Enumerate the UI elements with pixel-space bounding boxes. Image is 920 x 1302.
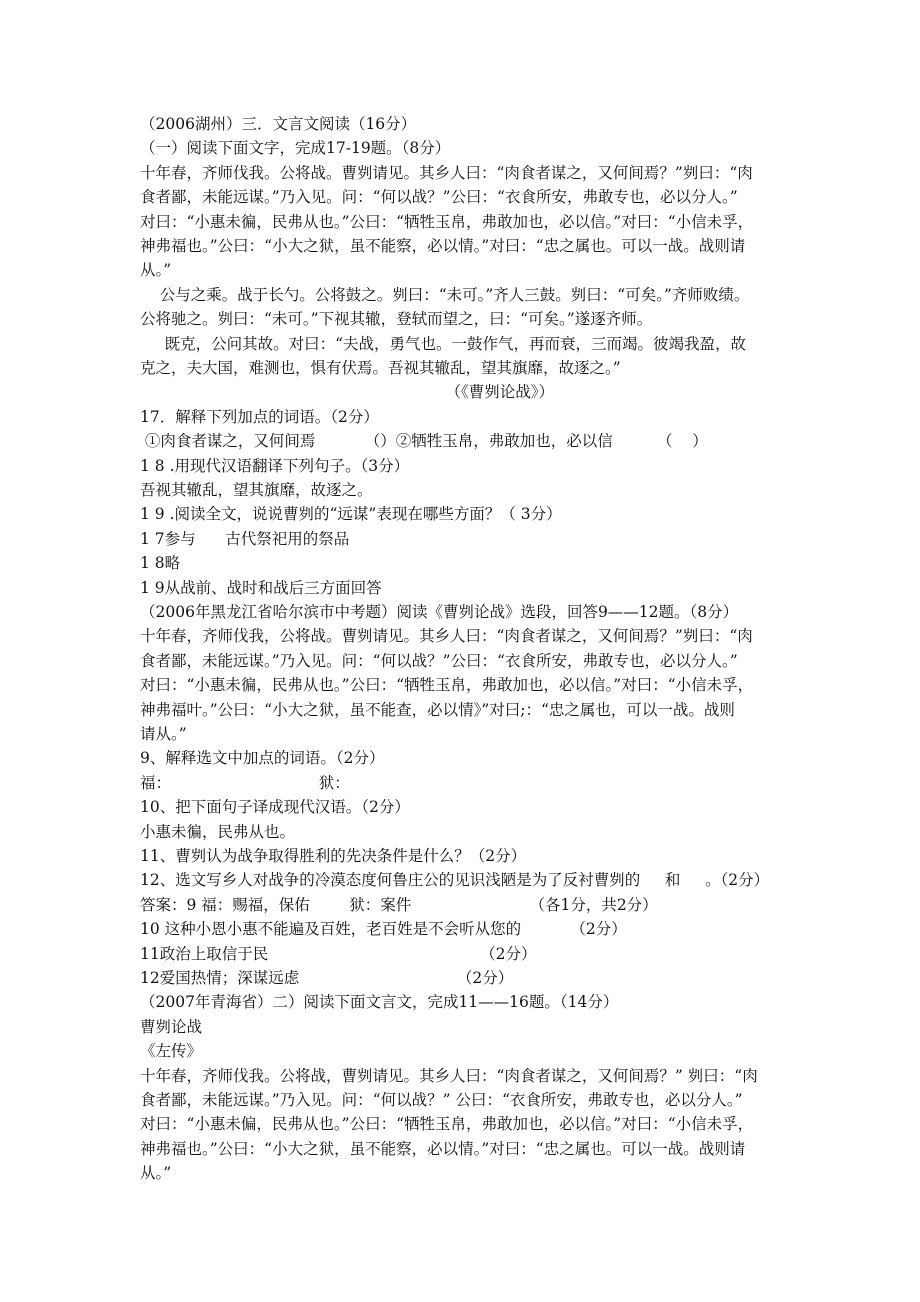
text-line: 1 8略: [140, 554, 181, 573]
text-line: 十年春，齐师伐我，公将战。曹刿请见。其乡人曰：“肉食者谋之，又何间焉？”刿曰：“肉: [140, 627, 753, 646]
text-line: 从。”: [140, 1164, 172, 1183]
text-line: 既克，公问其故。对曰：“夫战，勇气也。一鼓作气，再而衰，三而竭。彼竭我盈，故: [140, 334, 747, 353]
text-line: 对曰：“小惠未徧，民弗从也。”公曰：“牺牲玉帛，弗敢加也，必以信。”对曰：“小信未孚，: [140, 212, 754, 231]
text-line: 对曰：“小惠未徧，民弗从也。”公曰：“牺牲玉帛，弗敢加也，必以信。”对曰：“小信未孚，: [140, 676, 754, 695]
text-line: 12爱国热情；深谋远虑 （2分）: [140, 969, 514, 987]
text-line: 食者鄙，未能远谋。”乃入见。问：“何以战？”公曰：“衣食所安，弗敢专也，必以分人。”: [140, 188, 738, 207]
text-line: 12、选文写乡人对战争的冷漠态度何鲁庄公的见识浅陋是为了反衬曹刿的 和 。（2分）: [140, 871, 770, 890]
text-line: 《左传》: [140, 1042, 203, 1061]
text-line: 9、解释选文中加点的词语。（2分）: [140, 749, 385, 768]
text-line: ①肉食者谋之，又何间焉 （）②牺牲玉帛，弗敢加也，必以信 （ ）: [140, 432, 708, 451]
text-line: （《曹刿论战》）: [140, 383, 554, 402]
text-line: 1 7参与 古代祭祀用的祭品: [140, 529, 350, 548]
text-line: 1 9 .阅读全文，说说曹刿的“远谋”表现在哪些方面？（ 3分）: [140, 505, 562, 524]
text-line: 10 这种小恩小惠不能遍及百姓，老百姓是不会听从您的 （2分）: [140, 920, 627, 939]
text-line: 十年春，齐师伐我。公将战。曹刿请见。其乡人曰：“肉食者谋之，又何间焉？”刿曰：“肉: [140, 163, 753, 182]
text-line: [140, 1186, 900, 1210]
text-line: （2006湖州）三．文言文阅读（16分）: [140, 115, 417, 133]
text-line: 1 8 .用现代汉语翻译下列句子。（3分）: [140, 456, 410, 475]
text-line: （一）阅读下面文字，完成17-19题。（8分）: [140, 139, 451, 158]
text-line: 11、曹刿认为战争取得胜利的先决条件是什么？（2分）: [140, 847, 527, 865]
text-line: 神弗福叶。”公曰：“小大之狱，虽不能查，必以情》”对曰;：“忠之属也，可以一战。战则: [140, 700, 735, 719]
text-line: 曹刿论战: [140, 1017, 203, 1036]
text-line: 食者鄙，未能远谋。”乃入见。问：“何以战？”公曰：“衣食所安，弗敢专也，必以分人。”: [140, 651, 738, 670]
text-line: 克之，夫大国，难测也，惧有伏焉。吾视其辙乱，望其旗靡，故逐之。”: [140, 359, 621, 377]
text-line: 答案：9 福：赐福，保佑 狱：案件 （各1分，共2分）: [140, 895, 658, 914]
text-line: 请从。”: [140, 725, 187, 743]
text-line: 神弗福也。”公曰：“小大之狱，虽不能察，必以情。”对曰：“忠之属也。可以一战。战则请: [140, 1139, 746, 1158]
text-line: 神弗福也。”公曰：“小大之狱，虽不能察，必以情。”对曰：“忠之属也。可以一战。战则请: [140, 237, 746, 255]
text-line: 11政治上取信于民 （2分）: [140, 944, 537, 963]
text-line: 小惠未徧，民弗从也。: [140, 822, 296, 841]
text-line: 1 9从战前、战时和战后三方面回答: [140, 578, 382, 597]
text-line: 公将驰之。刿曰：“未可。”下视其辙，登轼而望之，曰：“可矣。”遂逐齐师。: [140, 310, 653, 329]
text-line: 福： 狱：: [140, 773, 350, 792]
text-line: 对曰：“小惠未偏，民弗从也。”公曰：“牺牲玉帛，弗敢加也，必以信。”对曰：“小信未孚，: [140, 1115, 754, 1134]
text-line: 十年春，齐师伐我。公将战，曹刿请见。其乡人曰：“肉食者谋之，又何间焉？” 刿曰：“肉: [140, 1066, 758, 1085]
text-line: 17．解释下列加点的词语。（2分）: [140, 407, 379, 426]
text-line: 吾视其辙乱，望其旗靡，故逐之。: [140, 481, 373, 499]
text-line: 公与之乘。战于长勺。公将鼓之。刿曰：“未可。”齐人三鼓。刿曰：“可矣。”齐师败绩。: [140, 285, 750, 304]
text-line: 从。”: [140, 261, 172, 280]
text-line: （2007年青海省）二）阅读下面文言文，完成11——16题。（14分）: [140, 993, 619, 1012]
text-line: 10、把下面句子译成现代汉语。（2分）: [140, 798, 410, 817]
text-line: （2006年黑龙江省哈尔滨市中考题）阅读《曹刿论战》选段，回答9——12题。（8分）: [140, 603, 739, 621]
text-line: 食者鄙，未能远谋。”乃入见。问：“何以战？” 公曰：“衣食所安，弗敢专也，必以分人。”: [140, 1091, 743, 1109]
